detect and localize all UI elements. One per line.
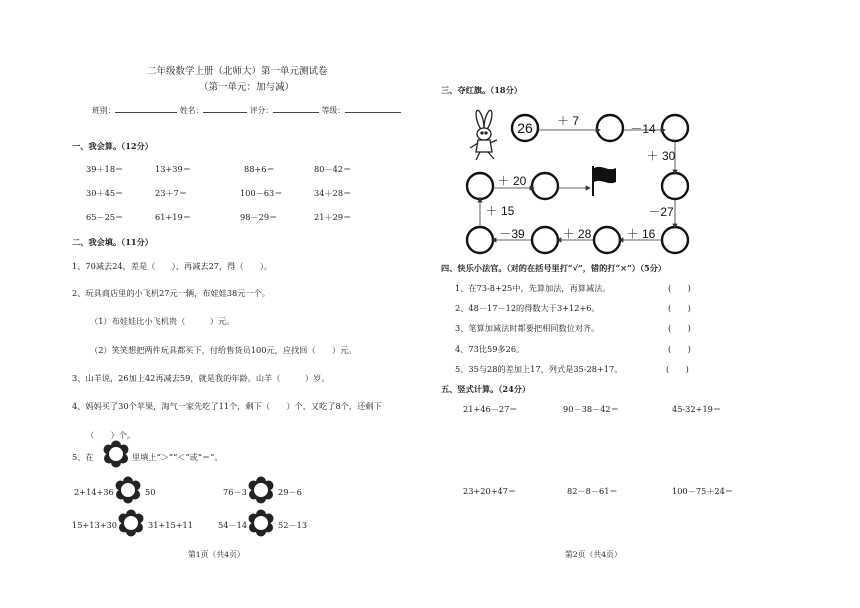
answer-bracket[interactable]: ( ) xyxy=(668,303,691,313)
chain-circle-blank[interactable] xyxy=(662,227,688,253)
calc-problem: 80－42＝ xyxy=(314,164,352,174)
exam-title: 二年级数学上册（北师大）第一单元测试卷 xyxy=(147,66,328,77)
question-3: 3、山羊说，26加上42再减去59，就是我的年龄。山羊（ ）岁。 xyxy=(72,373,330,383)
red-flag-chain-diagram xyxy=(450,108,710,258)
calc-problem: 39＋18＝ xyxy=(86,164,124,174)
op-label: －14 xyxy=(630,122,656,136)
question-1: 1、70减去24，差是（ ），再减去27，得（ ）。 xyxy=(72,261,273,271)
compare-right: 29－6 xyxy=(278,487,302,497)
judge-item: 2、48－17－12的得数大于3+12+6。 xyxy=(455,303,600,313)
question-5-suffix: 里填上“＞”“＜”或“＝”。 xyxy=(132,452,223,462)
answer-bracket[interactable]: ( ) xyxy=(668,323,691,333)
vertical-calc-problem: 21+46－27＝ xyxy=(463,404,518,414)
vertical-calc-problem: 23+20+47＝ xyxy=(463,486,517,496)
section4-heading: 四、快乐小法官。（对的在括号里打“√”，错的打“×”）（5分） xyxy=(441,263,667,273)
exam-subtitle: （第一单元：加与减） xyxy=(199,82,295,93)
compare-left: 15+13+30 xyxy=(72,520,117,530)
class-label: 班别： xyxy=(92,106,116,115)
calc-problem: 34＋28＝ xyxy=(314,188,352,198)
section1-heading: 一、我会算。（12分） xyxy=(72,141,153,151)
answer-bracket[interactable]: ( ) xyxy=(668,344,691,354)
question-2: 2、玩具商店里的小飞机27元一辆，布娃娃38元一个。 xyxy=(72,288,270,298)
chain-circle-blank[interactable] xyxy=(532,173,558,199)
flower-blank-icon[interactable] xyxy=(247,509,275,537)
judge-item: 3、笔算加减法时都要把相同数位对齐。 xyxy=(455,323,600,333)
section3-heading: 三、夺红旗。（18分） xyxy=(441,85,522,95)
op-label: ＋ 15 xyxy=(485,204,515,218)
op-label: －27 xyxy=(648,205,674,219)
vertical-calc-problem: 82－8－61＝ xyxy=(567,486,618,496)
calc-problem: 23＋7＝ xyxy=(155,188,188,198)
question-4-continued: （ ）个。 xyxy=(86,430,136,440)
name-blank[interactable] xyxy=(203,112,247,113)
calc-problem: 21＋29＝ xyxy=(314,212,352,222)
question-2b: （2）笑笑想把两件玩具都买下，付给售货员100元，应找回（ ）元。 xyxy=(90,345,357,355)
compare-right: 52－13 xyxy=(278,520,308,530)
calc-problem: 65－25＝ xyxy=(86,212,124,222)
flower-icon xyxy=(102,440,130,468)
vertical-calc-problem: 100－75＋24＝ xyxy=(672,486,734,496)
page-number-right: 第2页（共4页） xyxy=(565,550,622,559)
compare-left: 76－3 xyxy=(223,487,247,497)
answer-bracket[interactable]: ( ) xyxy=(666,364,689,374)
chain-circle-blank[interactable] xyxy=(467,227,493,253)
op-label: ＋ 7 xyxy=(556,114,580,128)
question-4: 4、妈妈买了30个苹果，淘气一家先吃了11个，剩下（ ）个，又吃了8个，还剩下 xyxy=(72,401,382,411)
calc-problem: 61+19＝ xyxy=(155,212,191,222)
grade-label: 等级： xyxy=(321,106,346,115)
calc-problem: 98－29＝ xyxy=(240,212,278,222)
calc-problem: 88+6＝ xyxy=(244,164,275,174)
compare-right: 50 xyxy=(145,487,156,497)
section5-heading: 五、竖式计算。（24分） xyxy=(441,384,531,394)
chain-circle-blank[interactable] xyxy=(662,173,688,199)
class-field xyxy=(92,106,401,116)
chain-circle-blank[interactable] xyxy=(594,227,620,253)
flower-blank-icon[interactable] xyxy=(117,509,145,537)
flower-blank-icon[interactable] xyxy=(247,476,275,504)
question-5-prefix: 5、在 xyxy=(72,452,94,462)
score-blank[interactable] xyxy=(273,112,319,113)
chain-circle-blank[interactable] xyxy=(467,173,493,199)
calc-problem: 30＋45＝ xyxy=(86,188,124,198)
vertical-calc-problem: 90－38－42＝ xyxy=(563,404,619,414)
op-label: －39 xyxy=(499,227,525,241)
chain-circle-blank[interactable] xyxy=(662,115,688,141)
rabbit-icon xyxy=(470,110,497,160)
question-2a: （1）布娃娃比小飞机贵（ ）元。 xyxy=(90,316,235,326)
vertical-calc-problem: 45-32+19＝ xyxy=(672,404,722,414)
score-label: 评分： xyxy=(249,106,274,115)
compare-left: 54－14 xyxy=(218,520,248,530)
judge-item: 5、35与28的差加上17，列式是35-28+17。 xyxy=(455,364,623,374)
section2-heading: 二、我会填。（11分） xyxy=(72,237,153,247)
grade-blank[interactable] xyxy=(345,112,401,113)
op-label: ＋ 20 xyxy=(497,174,527,188)
class-blank[interactable] xyxy=(115,112,177,113)
judge-item: 4、73比59多26。 xyxy=(455,344,525,354)
compare-left: 2+14+36 xyxy=(74,487,114,497)
op-label: ＋ 28 xyxy=(562,227,592,241)
op-label: ＋ 30 xyxy=(646,149,676,163)
judge-item: 1、在73-8+25中，先算加法，再算减法。 xyxy=(455,283,611,293)
calc-problem: 13+39＝ xyxy=(155,164,191,174)
chain-start-value: 26 xyxy=(517,120,533,136)
op-label: ＋ 16 xyxy=(626,227,656,241)
flower-blank-icon[interactable] xyxy=(114,476,142,504)
name-label: 姓名： xyxy=(179,106,204,115)
answer-bracket[interactable]: ( ) xyxy=(668,283,691,293)
red-flag-icon xyxy=(593,166,616,196)
page-number-left: 第1页（共4页） xyxy=(188,550,245,559)
calc-problem: 100－63＝ xyxy=(240,188,283,198)
compare-right: 31+15+11 xyxy=(148,520,193,530)
chain-circle-blank[interactable] xyxy=(532,227,558,253)
chain-circle-blank[interactable] xyxy=(597,115,623,141)
